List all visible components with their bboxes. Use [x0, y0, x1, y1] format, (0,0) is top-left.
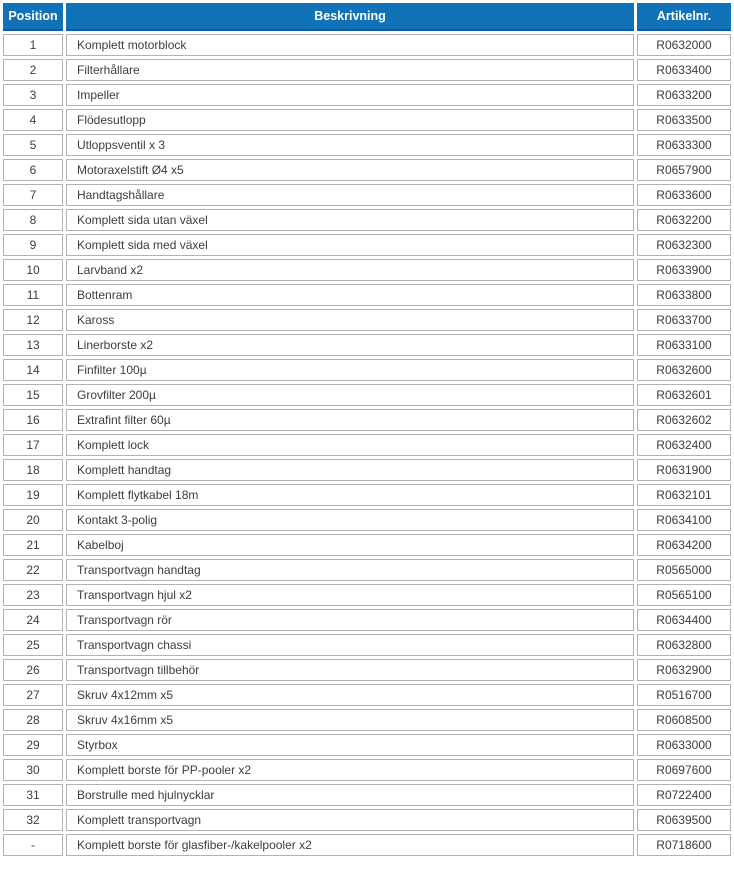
table-row: [3, 834, 731, 856]
position-cell: 7: [3, 184, 63, 206]
description-cell: Utloppsventil x 3: [66, 134, 634, 156]
artikelnr-cell: R0565000: [637, 559, 731, 581]
table-row: [3, 409, 731, 431]
description-cell: Impeller: [66, 84, 634, 106]
artikelnr-cell: R0632400: [637, 434, 731, 456]
description-cell: Komplett transportvagn: [66, 809, 634, 831]
position-cell: 9: [3, 234, 63, 256]
table-row: [3, 684, 731, 706]
description-cell: Komplett sida med växel: [66, 234, 634, 256]
position-cell: 12: [3, 309, 63, 331]
table-row: [3, 34, 731, 56]
description-cell: Styrbox: [66, 734, 634, 756]
description-cell: Kontakt 3-polig: [66, 509, 634, 531]
description-cell: Transportvagn chassi: [66, 634, 634, 656]
description-cell: Borstrulle med hjulnycklar: [66, 784, 634, 806]
position-cell: 18: [3, 459, 63, 481]
description-cell: Komplett motorblock: [66, 34, 634, 56]
position-cell: 2: [3, 59, 63, 81]
table-row: [3, 784, 731, 806]
table-row: [3, 809, 731, 831]
artikelnr-cell: R0697600: [637, 759, 731, 781]
position-cell: 32: [3, 809, 63, 831]
artikelnr-cell: R0632800: [637, 634, 731, 656]
description-cell: Bottenram: [66, 284, 634, 306]
position-cell: 17: [3, 434, 63, 456]
table-row: [3, 584, 731, 606]
position-cell: 27: [3, 684, 63, 706]
artikelnr-cell: R0634200: [637, 534, 731, 556]
position-cell: 31: [3, 784, 63, 806]
description-cell: Komplett borste för PP-pooler x2: [66, 759, 634, 781]
artikelnr-cell: R0634100: [637, 509, 731, 531]
artikelnr-cell: R0632900: [637, 659, 731, 681]
table-row: [3, 359, 731, 381]
description-cell: Skruv 4x12mm x5: [66, 684, 634, 706]
table-row: [3, 434, 731, 456]
artikelnr-cell: R0718600: [637, 834, 731, 856]
description-cell: Transportvagn rör: [66, 609, 634, 631]
position-cell: 22: [3, 559, 63, 581]
description-cell: Finfilter 100µ: [66, 359, 634, 381]
artikelnr-cell: R0516700: [637, 684, 731, 706]
table-header-row: [3, 3, 731, 31]
table-row: [3, 334, 731, 356]
table-row: [3, 384, 731, 406]
table-row: [3, 459, 731, 481]
description-cell: Larvband x2: [66, 259, 634, 281]
description-cell: Transportvagn handtag: [66, 559, 634, 581]
table-row: [3, 759, 731, 781]
artikelnr-cell: R0608500: [637, 709, 731, 731]
artikelnr-cell: R0633400: [637, 59, 731, 81]
artikelnr-cell: R0633500: [637, 109, 731, 131]
table-row: [3, 209, 731, 231]
position-cell: 19: [3, 484, 63, 506]
position-cell: 1: [3, 34, 63, 56]
artikelnr-cell: R0631900: [637, 459, 731, 481]
position-cell: 14: [3, 359, 63, 381]
table-row: [3, 184, 731, 206]
position-cell: 3: [3, 84, 63, 106]
position-cell: 6: [3, 159, 63, 181]
description-cell: Flödesutlopp: [66, 109, 634, 131]
position-cell: 29: [3, 734, 63, 756]
artikelnr-cell: R0634400: [637, 609, 731, 631]
description-cell: Skruv 4x16mm x5: [66, 709, 634, 731]
artikelnr-cell: R0633600: [637, 184, 731, 206]
position-cell: 16: [3, 409, 63, 431]
artikelnr-cell: R0632101: [637, 484, 731, 506]
position-cell: 23: [3, 584, 63, 606]
artikelnr-cell: R0633100: [637, 334, 731, 356]
position-cell: 8: [3, 209, 63, 231]
table-row: [3, 534, 731, 556]
table-row: [3, 559, 731, 581]
artikelnr-cell: R0632600: [637, 359, 731, 381]
description-cell: Kaross: [66, 309, 634, 331]
table-row: [3, 109, 731, 131]
table-row: [3, 134, 731, 156]
artikelnr-cell: R0633000: [637, 734, 731, 756]
table-row: [3, 234, 731, 256]
table-row: [3, 709, 731, 731]
artikelnr-cell: R0632602: [637, 409, 731, 431]
position-cell: 5: [3, 134, 63, 156]
position-cell: 26: [3, 659, 63, 681]
artikelnr-cell: R0632200: [637, 209, 731, 231]
description-cell: Kabelboj: [66, 534, 634, 556]
artikelnr-cell: R0632000: [637, 34, 731, 56]
description-cell: Linerborste x2: [66, 334, 634, 356]
artikelnr-cell: R0633800: [637, 284, 731, 306]
artikelnr-cell: R0633900: [637, 259, 731, 281]
artikelnr-cell: R0633700: [637, 309, 731, 331]
artikelnr-cell: R0633200: [637, 84, 731, 106]
table-row: [3, 59, 731, 81]
table-row: [3, 259, 731, 281]
table-row: [3, 84, 731, 106]
table-row: [3, 609, 731, 631]
table-row: [3, 309, 731, 331]
position-cell: 24: [3, 609, 63, 631]
description-cell: Motoraxelstift Ø4 x5: [66, 159, 634, 181]
artikelnr-cell: R0639500: [637, 809, 731, 831]
column-header-description: Beskrivning: [66, 3, 634, 31]
description-cell: Komplett flytkabel 18m: [66, 484, 634, 506]
table-row: [3, 634, 731, 656]
description-cell: Komplett borste för glasfiber-/kakelpooler x2: [66, 834, 634, 856]
description-cell: Extrafint filter 60µ: [66, 409, 634, 431]
position-cell: -: [3, 834, 63, 856]
table-row: [3, 284, 731, 306]
position-cell: 13: [3, 334, 63, 356]
position-cell: 15: [3, 384, 63, 406]
artikelnr-cell: R0632300: [637, 234, 731, 256]
description-cell: Filterhållare: [66, 59, 634, 81]
table-row: [3, 509, 731, 531]
position-cell: 20: [3, 509, 63, 531]
table-row: [3, 484, 731, 506]
artikelnr-cell: R0565100: [637, 584, 731, 606]
position-cell: 11: [3, 284, 63, 306]
table-row: [3, 159, 731, 181]
position-cell: 30: [3, 759, 63, 781]
description-cell: Grovfilter 200µ: [66, 384, 634, 406]
column-header-artikelnr: Artikelnr.: [637, 3, 731, 31]
artikelnr-cell: R0633300: [637, 134, 731, 156]
description-cell: Transportvagn tillbehör: [66, 659, 634, 681]
description-cell: Transportvagn hjul x2: [66, 584, 634, 606]
table-row: [3, 734, 731, 756]
description-cell: Handtagshållare: [66, 184, 634, 206]
position-cell: 25: [3, 634, 63, 656]
description-cell: Komplett sida utan växel: [66, 209, 634, 231]
table-row: [3, 659, 731, 681]
description-cell: Komplett handtag: [66, 459, 634, 481]
table-body: [3, 34, 731, 856]
description-cell: Komplett lock: [66, 434, 634, 456]
position-cell: 10: [3, 259, 63, 281]
artikelnr-cell: R0632601: [637, 384, 731, 406]
column-header-position: Position: [3, 3, 63, 31]
artikelnr-cell: R0722400: [637, 784, 731, 806]
artikelnr-cell: R0657900: [637, 159, 731, 181]
position-cell: 28: [3, 709, 63, 731]
position-cell: 21: [3, 534, 63, 556]
position-cell: 4: [3, 109, 63, 131]
